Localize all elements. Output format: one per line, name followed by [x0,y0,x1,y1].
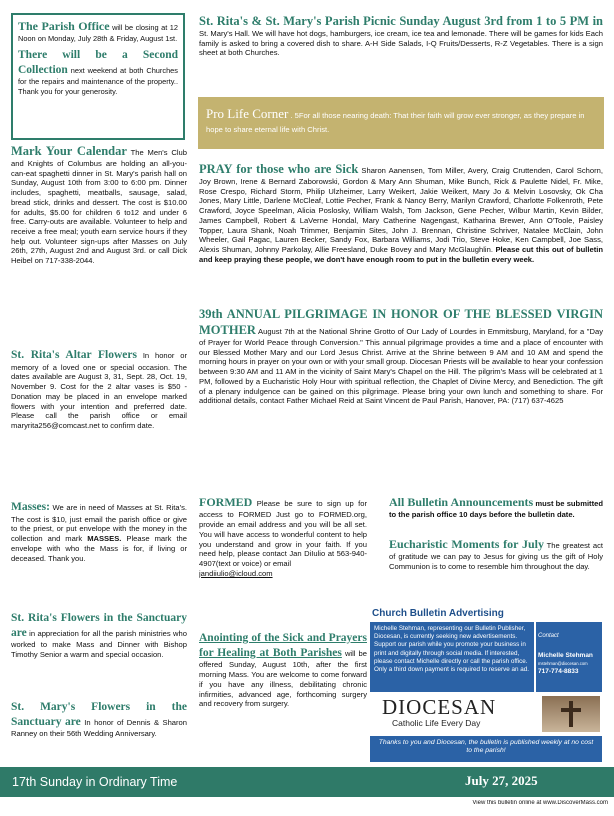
altar-flowers-section [11,348,187,472]
ad-text: Michelle Stehman, representing our Bulletin Publisher, Diocesan, is currently seeking new advertisements. Support our parish while you promote your business in print and digitally through social media. If interested, please contact Michelle directly or call the parish office. Only a third down payment is required to reserve an ad. [374,625,530,673]
mary-sanctuary-section [11,700,187,764]
picnic-text: St. Mary's Hall. We will have hot dogs, hamburgers, ice cream, ice tea and lemonade. There will be games for kids Each family is asked to bring a covered dish to share. A-H Side Salads, I-Q Fruits/Desserts, R-Z Vegetables. There is a sign sheet at both Churches. [199,29,603,58]
ad-contact-email[interactable]: mstehman@diocesan.com [538,661,588,666]
mary-sanctuary-text: In honor of Dennis & Sharon Ranney on their 56th Wedding Anniversary. [11,717,187,739]
diocesan-tagline: Catholic Life Every Day [392,718,481,728]
picnic-section [199,13,603,83]
pilgrimage-text: August 7th at the National Shrine Grotto of Our Lady of Lourdes in Emmitsburg, Maryland, for a "Day of Prayer for World Peace through Conversion." This annual pilgrimage provides a time and a place of encounter with our Blessed Mother Mary and our Lord Jesus Christ. Arrive at the Shrine between 9 AM and 10 AM and spend the morning hours in prayer on your own or with your small group. Diocesan Priests will be available to hear your confession between 9:30 AM and 11 AM in the vicinity of Saint Mary's Chapel on the Hill. The pilgrim's Mass will be celebrated at 1 PM, followed by a Eucharistic Holy Hour with spiritual reflection, the Chaplet of Divine Mercy, and Benediction. The gift of a plenary indulgence can be gained on this pilgrimage. Please bring your own lunch and something to share. For additional details, contact Father Michael Reid at Saint Vincent de Paul Parish, Hanover, PA: (717) 637-4625 [199,327,603,406]
cross-bar [561,708,581,712]
announcements-text: must be submitted to the parish office 10 days before the bulletin date. [389,499,603,520]
pray-heading: PRAY for those who are Sick [199,162,359,176]
rita-sanctuary-text: in appreciation for all the parish ministries who worked to make Mass and Dinner with Bishop Timothy Senior a warm and special occasion. [11,628,187,660]
footer-title: 17th Sunday in Ordinary Time [12,775,178,789]
calendar-section [11,143,187,321]
diocesan-logo-text: DIOCESAN [382,695,497,719]
masses-text-a: We are in need of Masses at St. Rita's. The cost is $10, just email the parish office or give to the priest, or put envelope with the money in the collection and mark [11,503,187,544]
formed-email-link[interactable]: jandiiulio@icloud.com [199,568,273,578]
footer-date: July 27, 2025 [465,773,538,788]
masses-bold: MASSES. [87,534,122,544]
ad-contact-phone: 717-774-8833 [538,668,579,675]
eucharistic-section [389,537,603,601]
anointing-section [199,631,367,767]
parish-office-closing: will be closing at 12 Noon on Monday, July 28th & Friday, August 1st. [18,23,178,44]
rita-sanctuary-heading: St. Rita's Flowers in the Sanctuary [11,612,187,624]
ad-cross-photo [542,696,600,732]
ad-body [370,622,534,692]
masses-heading: Masses: [11,501,50,513]
calendar-text: The Men's Club and Knights of Columbus are holding an all-you-can-eat spaghetti dinner in St. Mary's parish hall on Sunday, August 10th from 3:00 to 6:00 pm. Dinner includes, spaghetti, meatballs, sausage, salad, bread stick, drinks and dessert. The cost is $10.00 for adults, $5.00 for children 6 to12 and under 6 free. Carry-outs are available. Volunteer to help and receive a free meal; youth earn service hours if they help out. Volunteer sign-ups after Masses on July 26th, 27th, August 2nd and August 3rd. or call Dick Heibel on 717-338-2044. [11,148,187,266]
anointing-text: will be offered Sunday, August 10th, after the first morning Mass. You are welcome to come forward if you have any illness, debilitating chronic infirmities, advanced age, forthcoming surgery and recovery from surgery. [199,648,367,709]
altar-flowers-text: In honor or memory of a loved one or special occasion. The dates available are August 3, 31, Sept. 28, Oct. 19, November 9. Cost for the 2 altar vases is $50 - Donation may be placed in an envelope marked flowers with your intention and preferred date. Please call the parish office or email maryrita256@comcast.net to confirm date. [11,351,187,431]
formed-heading: FORMED [199,495,253,509]
ad-contact-name: Michelle Stehman [538,652,593,659]
masses-section [11,500,187,600]
second-collection-text: next weekend at both Churches for the repairs and maintenance of the property.. Thank you for your generosity. [18,65,178,96]
formed-section [199,495,367,621]
mary-sanctuary-heading: St. Mary's Flowers in the Sanctuary [11,701,187,728]
anointing-heading: Anointing of the Sick and Prayers for Healing at Both Parishes [199,632,367,659]
masses-text-b: Please mark the envelope with who the Mass is for, if living or deceased. Thank you. [11,534,187,563]
pilgrimage-section [199,306,603,488]
cross-icon [569,701,573,727]
pro-life-text: . 5For all those nearing death: That their faith will grow ever stronger, as they prepare in hope to share eternal life with Christ. [206,111,585,135]
eucharistic-text: The greatest act of gratitude we can pay to Jesus for giving us the gift of Holy Communion is to come to resemble him throughout the day. [389,541,603,572]
pray-section [199,161,603,303]
parish-office-box [11,13,185,140]
eucharistic-heading: Eucharistic Moments for July [389,537,544,551]
ad-thanks: Thanks to you and Diocesan, the bulletin is published weekly at no cost to the parish! [378,739,594,755]
announcements-heading: All Bulletin Announcements [389,495,534,509]
advertising-box [368,606,604,764]
calendar-heading: Mark Your Calendar [11,144,127,158]
second-collection-heading: There will be a Second Collection [18,48,178,76]
footer-view-online[interactable]: View this bulletin online at www.DiscoverMass.com [472,800,608,806]
rita-sanctuary-heading-are: are [11,626,27,639]
mary-sanctuary-heading-are: are [64,715,81,728]
announcements-section [389,495,603,535]
ad-thanks-bar [370,736,602,762]
ad-title: Church Bulletin Advertising [372,608,504,619]
diocesan-logo [376,694,536,734]
pro-life-box [198,97,604,149]
altar-flowers-heading: St. Rita's Altar Flowers [11,349,137,361]
ad-contact-label: Contact [538,633,559,639]
rita-sanctuary-section [11,611,187,689]
parish-office-heading: The Parish Office [18,19,110,33]
pro-life-heading: Pro Life Corner [206,106,289,121]
ad-photo [536,622,602,692]
pray-names: Sharon Aanensen, Tom Miller, Avery, Craig Cruttenden, Carol Schorn, Joy Brown, Irene & Bernard Zaborowski, Gordon & Mary Ann Shuman, Mike Bunch, Rick & Paulette Nidel, Fr. Mike, Rose Crespo, Richard Storm, Philip Ulzheimer, Larry Weikert, Jakie Weikert, Mary Jo & Melvin Losovsky, Ok Cha Jones, Mary Little, Darlene McCleaf, Lottie Pecher, Frank & Nancy Berry, Marilyn Crawford, Charlotte Folkenroth, Pete Crawford, Joyce Speelman, Alicia Poslosky, William Walsh, Tom Jackson, Gene Pecher, Wilbur Martin, Kevin Bilder, James Campbell, Robert & LaVerne Hondal, Mary Catherine Nagengast, Katharina Brewer, Ann O'Toole, Paisley Topper, Laura Shank, Noah Trimmer, Benjamin Sites, John J. Brennan, Christine Schriver, Natalee McClain, John Wheeler, Gail Pagac, Lauren Becker, Sandy Fox, Barbara Williams, Jodi Trio, Steve Hoke, Ken Campbell, Joe Sass, Alexis Shuman, Johnny Parkolay, Allie Freesland, Duke Bovey and Mary McGlaughlin. [199,166,603,255]
formed-text: Please be sure to sign up for access to FORMED Just go to FORMED.org, provide an email address and you will be all set. You will have access to wonderful content to help you understand and grow in your faith. If you need help, please contact Jan DiIulio at 563-940-4907(text or voice) or email [199,499,367,568]
pilgrimage-heading: 39th ANNUAL PILGRIMAGE IN HONOR OF THE BLESSED VIRGIN MOTHER [199,307,603,337]
pray-note: Please cut this out of bulletin and keep praying these people, we don't have enough room to put in the bulletin every week. [199,245,603,264]
picnic-heading: St. Rita's & St. Mary's Parish Picnic Sunday August 3rd from 1 to 5 PM in [199,14,603,28]
footer-bar [0,767,614,797]
